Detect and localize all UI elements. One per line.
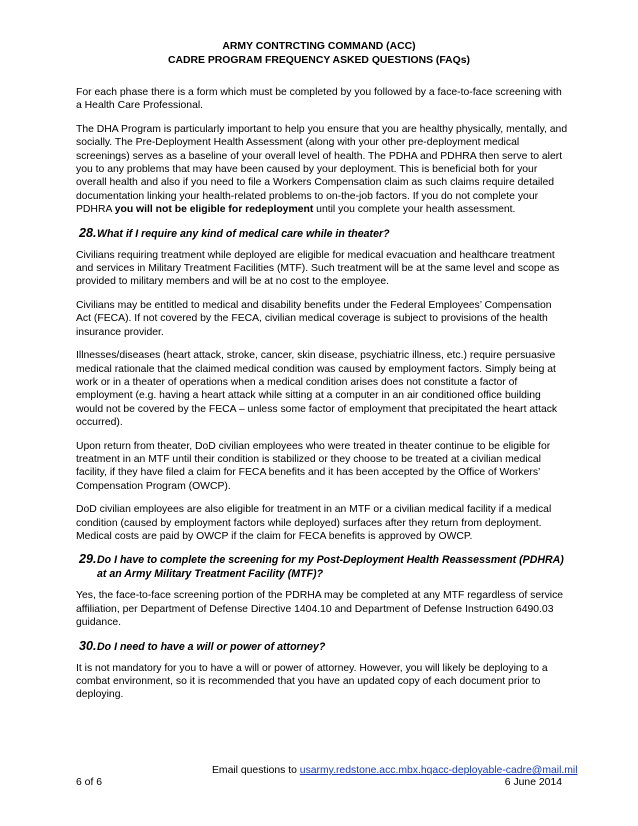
email-link[interactable]: usarmy.redstone.acc.mbx.hqacc-deployable-cadre@mail.mil	[299, 765, 578, 776]
answer-30-paragraph-1: It is not mandatory for you to have a will or power of attorney. However, you will likely be deploying to a combat environment, so it is recommended that you have an updated copy of each document prior to deploying.	[76, 662, 548, 701]
answer-28-paragraph-1: Civilians requiring treatment while deployed are eligible for medical evacuation and healthcare treatment and services in Military Treatment Facilities (MTF). Such treatment will be at the same level and scope as provided to military members and will be at no cost to the employee.	[76, 249, 560, 288]
intro-paragraph-1: For each phase there is a form which must be completed by you followed by a face-to-face screening with a Health Care Professional.	[76, 87, 562, 112]
answer-28-paragraph-4: Upon return from theater, DoD civilian employees who were treated in theater continue to be eligible for treatment in an MTF until their condition is stabilized or they choose to be treated at a civilian medical facility, if they have filed a claim for FECA benefits and it has been accepted by the Office of Workers’ Compensation Program (OWCP).	[76, 440, 551, 492]
intro-paragraph-2	[76, 123, 568, 217]
question-28-heading	[76, 227, 568, 241]
question-29-text-line-1: Do I have to complete the screening for my Post-Deployment Health Reassessment (PDHRA)	[97, 554, 564, 567]
header-subtitle: CADRE PROGRAM FREQUENCY ASKED QUESTIONS (FAQs)	[168, 55, 470, 66]
page-number: 6 of 6	[76, 777, 102, 788]
document-body	[76, 86, 568, 712]
intro-paragraph-2-end: until you complete your health assessment.	[313, 204, 516, 216]
answer-29-paragraph-1: Yes, the face-to-face screening portion of the PDRHA may be completed at any MTF regardless of service affiliation, per Department of Defense Directive 1404.10 and Department of Defense Instruction 6490.03 guidance.	[76, 590, 564, 629]
question-29-number: 29.	[79, 552, 97, 567]
question-29-heading	[76, 553, 568, 581]
question-30-number: 30.	[79, 638, 97, 653]
header-title: ARMY CONTRCTING COMMAND (ACC)	[222, 41, 416, 52]
answer-28-paragraph-2: Civilians may be entitled to medical and disability benefits under the Federal Employees’ Compensation Act (FECA). If not covered by the FECA, civilian medical coverage is subject to provisions of the health insurance provider.	[76, 299, 552, 338]
answer-28-paragraph-5: DoD civilian employees are also eligible for treatment in an MTF or a civilian medical facility if a medical condition (caused by employment factors while deployed) surfaces after they return from deployment. Medical costs are paid by OWCP if the claim for FECA benefits is approved by OWCP.	[76, 504, 552, 542]
question-28-number: 28.	[79, 225, 97, 240]
redeployment-warning: you will not be eligible for redeployment	[114, 204, 314, 216]
question-29-text-line-2: at an Army Military Treatment Facility (MTF)?	[97, 568, 324, 581]
intro-paragraph-2-text: The DHA Program is particularly important to help you ensure that you are healthy physically, mentally, and socially. The Pre-Deployment Health Assessment (along with your other pre-deployment medical screenings) serves as a baseline of your overall level of health. The PDHA and PDHRA then serve to alert you to any problems that may have been caused by your deployment. This is beneficial both for your overall health and also if you need to file a Workers Compensation claim as such claims require detailed documentation linking your health-related problems to on-the-job factors. If you do not complete your PDHRA	[76, 123, 568, 216]
question-30-text: Do I need to have a will or power of attorney?	[97, 640, 326, 653]
answer-28-paragraph-3: Illnesses/diseases (heart attack, stroke, cancer, skin disease, psychiatric illness, etc.) require persuasive medical rationale that the claimed medical condition was caused by employment factors. Simply being at work or in a theater of operations when a medical condition arises does not constitute a factor of employment (e.g. having a heart attack while sitting at a computer in an air conditioned office building would not be covered by the FECA – unless some factor of employment that precipitated the heart attack occurred).	[76, 350, 558, 429]
document-header	[0, 40, 638, 68]
question-28-text: What if I require any kind of medical care while in theater?	[97, 227, 390, 240]
document-date: 6 June 2014	[504, 777, 562, 788]
footer-email-line	[212, 764, 578, 777]
question-30-heading	[76, 640, 568, 654]
footer-email-prefix: Email questions to	[212, 765, 300, 776]
